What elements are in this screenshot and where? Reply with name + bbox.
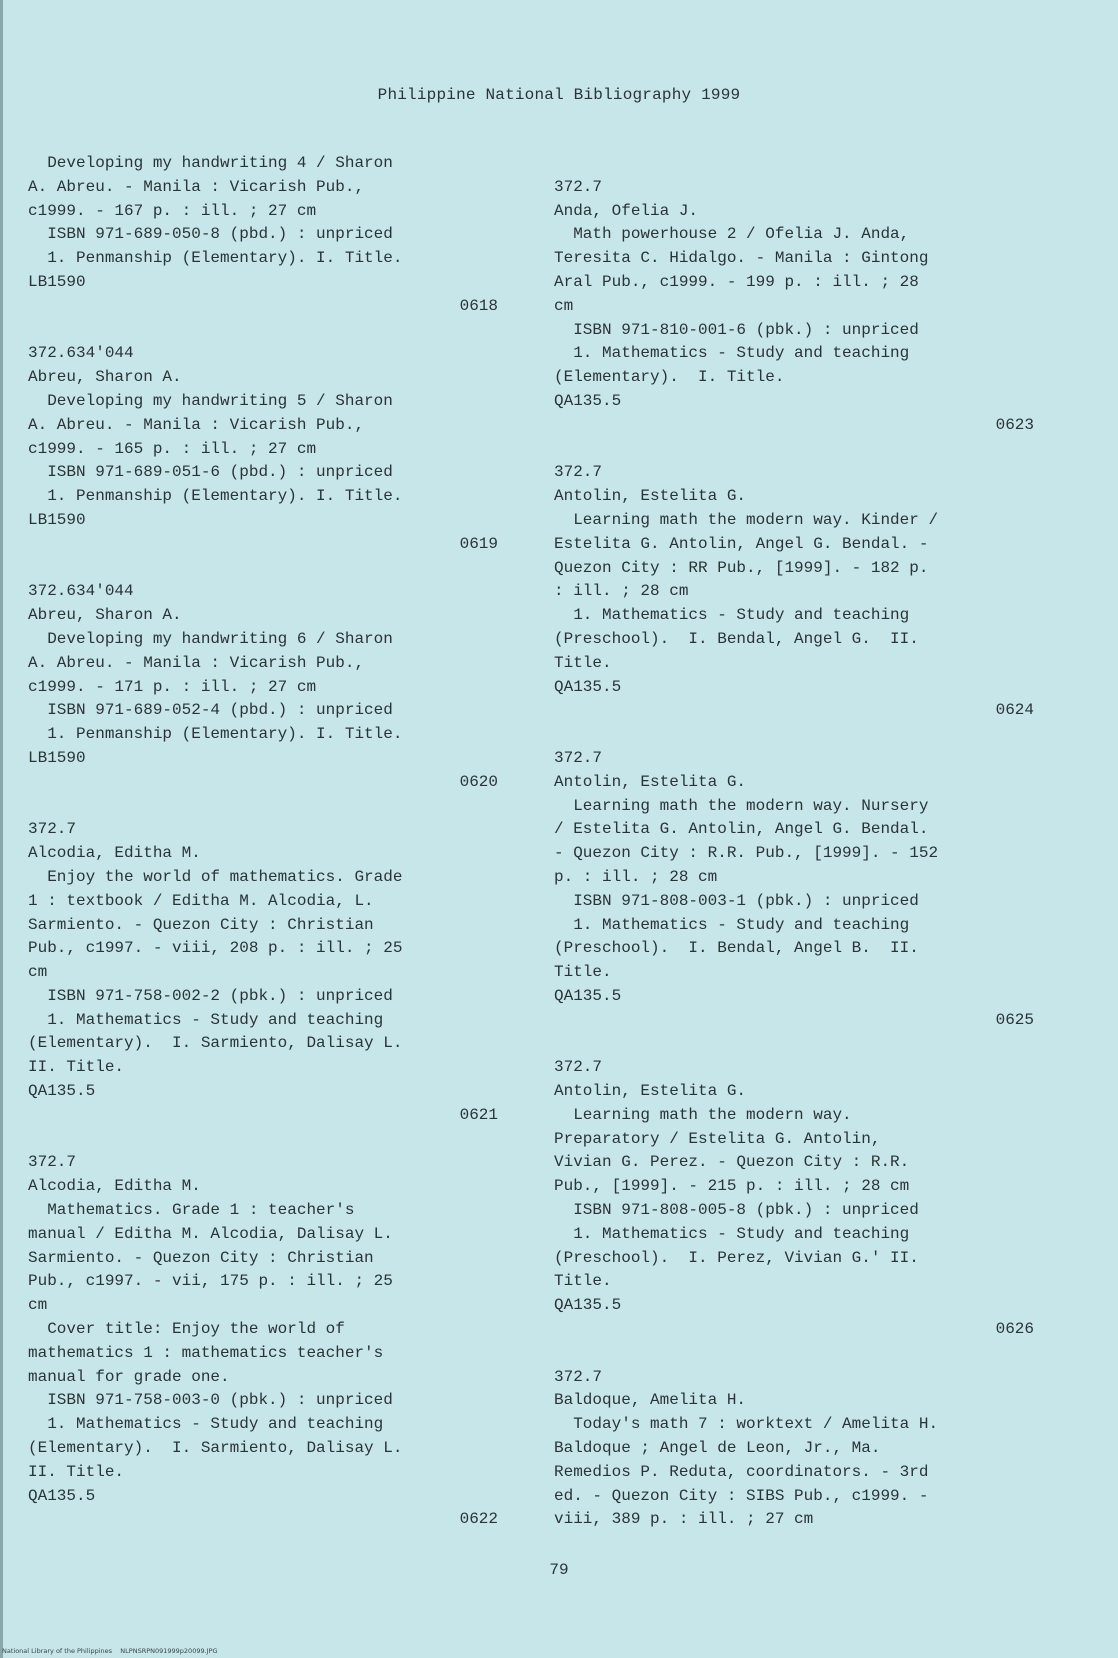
entry-line: 372.634'044 <box>28 344 134 363</box>
entry-line: QA135.5 <box>554 986 622 1005</box>
entry-line: Alcodia, Editha M. <box>28 844 201 863</box>
entry-line: Mathematics. Grade 1 : teacher's <box>28 1201 355 1220</box>
entry-line: Alcodia, Editha M. <box>28 1177 201 1196</box>
left-column <box>28 152 498 1532</box>
entry-line: 1 : textbook / Editha M. Alcodia, L. <box>28 891 374 910</box>
entry-line: Antolin, Estelita G. <box>554 487 747 506</box>
entry-number: 0624 <box>995 701 1034 720</box>
entry-line: - Quezon City : R.R. Pub., [1999]. - 152 <box>554 844 939 863</box>
right-column <box>554 176 1034 1532</box>
entry-line: Estelita G. Antolin, Angel G. Bendal. - <box>554 534 929 553</box>
entry-line: II. Title. <box>28 1058 125 1077</box>
entry-number: 0625 <box>995 1010 1034 1029</box>
entry-line: LB1590 <box>28 272 86 291</box>
entry-line: (Elementary). I. Sarmiento, Dalisay L. <box>28 1439 403 1458</box>
entry-line: Antolin, Estelita G. <box>554 1082 747 1101</box>
entry-line: QA135.5 <box>554 1296 622 1315</box>
entry-line: Title. <box>554 1272 612 1291</box>
entry-line: Aral Pub., c1999. - 199 p. : ill. ; 28 <box>554 272 919 291</box>
footer-library: National Library of the Philippines <box>2 1647 113 1655</box>
bibliography-entry <box>554 1366 1034 1533</box>
entry-line: (Elementary). I. Title. <box>554 368 785 387</box>
entry-line: QA135.5 <box>554 677 622 696</box>
entry-line: Learning math the modern way. Kinder / <box>554 510 939 529</box>
entry-line: ISBN 971-689-051-6 (pbd.) : unpriced <box>28 463 393 482</box>
entry-number: 0618 <box>459 296 498 315</box>
entry-line: A. Abreu. - Manila : Vicarish Pub., <box>28 653 365 672</box>
entry-line: mathematics 1 : mathematics teacher's <box>28 1343 384 1362</box>
entry-line: Today's math 7 : worktext / Amelita H. <box>554 1415 939 1434</box>
entry-line: Quezon City : RR Pub., [1999]. - 182 p. <box>554 558 929 577</box>
entry-line: 1. Penmanship (Elementary). I. Title. <box>28 249 403 268</box>
entry-line: 372.634'044 <box>28 582 134 601</box>
entry-line: ISBN 971-689-052-4 (pbd.) : unpriced <box>28 701 393 720</box>
entry-line: Developing my handwriting 5 / Sharon <box>28 391 393 410</box>
entry-line: 1. Mathematics - Study and teaching <box>28 1010 384 1029</box>
entry-line: Pub., c1997. - vii, 175 p. : ill. ; 25 <box>28 1272 393 1291</box>
entry-line: / Estelita G. Antolin, Angel G. Bendal. <box>554 820 929 839</box>
entry-line: : ill. ; 28 cm <box>554 582 689 601</box>
footer-file: NLPNSRPN091999p20099.JPG <box>120 1647 218 1655</box>
entry-line: Teresita C. Hidalgo. - Manila : Gintong <box>554 249 929 268</box>
entry-line: QA135.5 <box>554 391 622 410</box>
entry-line: Remedios P. Reduta, coordinators. - 3rd <box>554 1462 929 1481</box>
entry-line: (Preschool). I. Bendal, Angel G. II. <box>554 629 919 648</box>
bibliography-entry <box>28 818 498 1127</box>
entry-line: A. Abreu. - Manila : Vicarish Pub., <box>28 415 365 434</box>
entry-line: manual / Editha M. Alcodia, Dalisay L. <box>28 1224 393 1243</box>
bibliography-entry <box>554 747 1034 1033</box>
entry-line: Learning math the modern way. <box>554 1105 852 1124</box>
entry-line: c1999. - 171 p. : ill. ; 27 cm <box>28 677 317 696</box>
scan-footer <box>2 1647 218 1655</box>
bibliography-entry <box>554 461 1034 723</box>
entry-line: LB1590 <box>28 748 86 767</box>
entry-line: cm <box>28 963 48 982</box>
entry-line: Abreu, Sharon A. <box>28 606 182 625</box>
entry-line: ISBN 971-758-003-0 (pbk.) : unpriced <box>28 1391 393 1410</box>
entry-line: 1. Penmanship (Elementary). I. Title. <box>28 487 403 506</box>
entry-line: Baldoque, Amelita H. <box>554 1391 747 1410</box>
entry-line: 1. Mathematics - Study and teaching <box>28 1415 384 1434</box>
entry-line: Pub., c1997. - viii, 208 p. : ill. ; 25 <box>28 939 403 958</box>
bibliography-entry <box>28 152 498 319</box>
entry-line: p. : ill. ; 28 cm <box>554 867 718 886</box>
entry-line: Antolin, Estelita G. <box>554 772 747 791</box>
bibliography-entry <box>554 1056 1034 1342</box>
entry-line: LB1590 <box>28 510 86 529</box>
entry-number: 0620 <box>459 772 498 791</box>
entry-line: 1. Mathematics - Study and teaching <box>554 344 910 363</box>
entry-line: 372.7 <box>554 1058 603 1077</box>
entry-line: (Elementary). I. Sarmiento, Dalisay L. <box>28 1034 403 1053</box>
entry-line: cm <box>554 296 574 315</box>
entry-line: Math powerhouse 2 / Ofelia J. Anda, <box>554 225 910 244</box>
entry-line: ISBN 971-689-050-8 (pbd.) : unpriced <box>28 225 393 244</box>
entry-line: QA135.5 <box>28 1486 96 1505</box>
entry-line: A. Abreu. - Manila : Vicarish Pub., <box>28 177 365 196</box>
entry-line: (Preschool). I. Bendal, Angel B. II. <box>554 939 919 958</box>
entry-line: 372.7 <box>554 463 603 482</box>
entry-line: Sarmiento. - Quezon City : Christian <box>28 1248 374 1267</box>
entry-line: 1. Mathematics - Study and teaching <box>554 606 910 625</box>
entry-line: manual for grade one. <box>28 1367 230 1386</box>
entry-line: ed. - Quezon City : SIBS Pub., c1999. - <box>554 1486 929 1505</box>
entry-line: Enjoy the world of mathematics. Grade <box>28 867 403 886</box>
bibliography-entry <box>28 342 498 556</box>
entry-number: 0619 <box>459 534 498 553</box>
entry-line: 372.7 <box>554 177 603 196</box>
page-number: 79 <box>549 1561 569 1579</box>
entry-line: Cover title: Enjoy the world of <box>28 1320 345 1339</box>
entry-line: 372.7 <box>28 820 77 839</box>
entry-number: 0621 <box>459 1105 498 1124</box>
entry-line: Title. <box>554 653 612 672</box>
entry-line: 372.7 <box>554 748 603 767</box>
entry-line: Vivian G. Perez. - Quezon City : R.R. <box>554 1153 910 1172</box>
entry-line: Developing my handwriting 4 / Sharon <box>28 154 393 172</box>
bibliography-entry <box>554 176 1034 438</box>
entry-number: 0626 <box>995 1320 1034 1339</box>
entry-line: 1. Mathematics - Study and teaching <box>554 1224 910 1243</box>
entry-line: viii, 389 p. : ill. ; 27 cm <box>554 1510 814 1529</box>
entry-line: cm <box>28 1296 48 1315</box>
scan-edge <box>0 0 3 1658</box>
entry-number: 0622 <box>459 1510 498 1529</box>
bibliography-entry <box>28 1151 498 1532</box>
entry-line: Anda, Ofelia J. <box>554 201 699 220</box>
entry-line: QA135.5 <box>28 1082 96 1101</box>
entry-number: 0623 <box>995 415 1034 434</box>
bibliography-entry <box>28 580 498 794</box>
entry-line: 372.7 <box>554 1367 603 1386</box>
entry-line: Pub., [1999]. - 215 p. : ill. ; 28 cm <box>554 1177 910 1196</box>
entry-line: Abreu, Sharon A. <box>28 368 182 387</box>
entry-line: 1. Penmanship (Elementary). I. Title. <box>28 725 403 744</box>
entry-line: Developing my handwriting 6 / Sharon <box>28 629 393 648</box>
entry-line: II. Title. <box>28 1462 125 1481</box>
entry-line: Title. <box>554 963 612 982</box>
entry-line: Baldoque ; Angel de Leon, Jr., Ma. <box>554 1439 881 1458</box>
entry-line: c1999. - 165 p. : ill. ; 27 cm <box>28 439 317 458</box>
entry-line: 372.7 <box>28 1153 77 1172</box>
entry-line: Learning math the modern way. Nursery <box>554 796 929 815</box>
entry-line: ISBN 971-808-003-1 (pbk.) : unpriced <box>554 891 919 910</box>
entry-line: c1999. - 167 p. : ill. ; 27 cm <box>28 201 317 220</box>
page-header: Philippine National Bibliography 1999 <box>377 86 741 104</box>
entry-line: ISBN 971-810-001-6 (pbk.) : unpriced <box>554 320 919 339</box>
entry-line: Preparatory / Estelita G. Antolin, <box>554 1129 881 1148</box>
entry-line: 1. Mathematics - Study and teaching <box>554 915 910 934</box>
entry-line: ISBN 971-808-005-8 (pbk.) : unpriced <box>554 1201 919 1220</box>
entry-line: Sarmiento. - Quezon City : Christian <box>28 915 374 934</box>
entry-line: (Preschool). I. Perez, Vivian G.' II. <box>554 1248 919 1267</box>
entry-line: ISBN 971-758-002-2 (pbk.) : unpriced <box>28 986 393 1005</box>
